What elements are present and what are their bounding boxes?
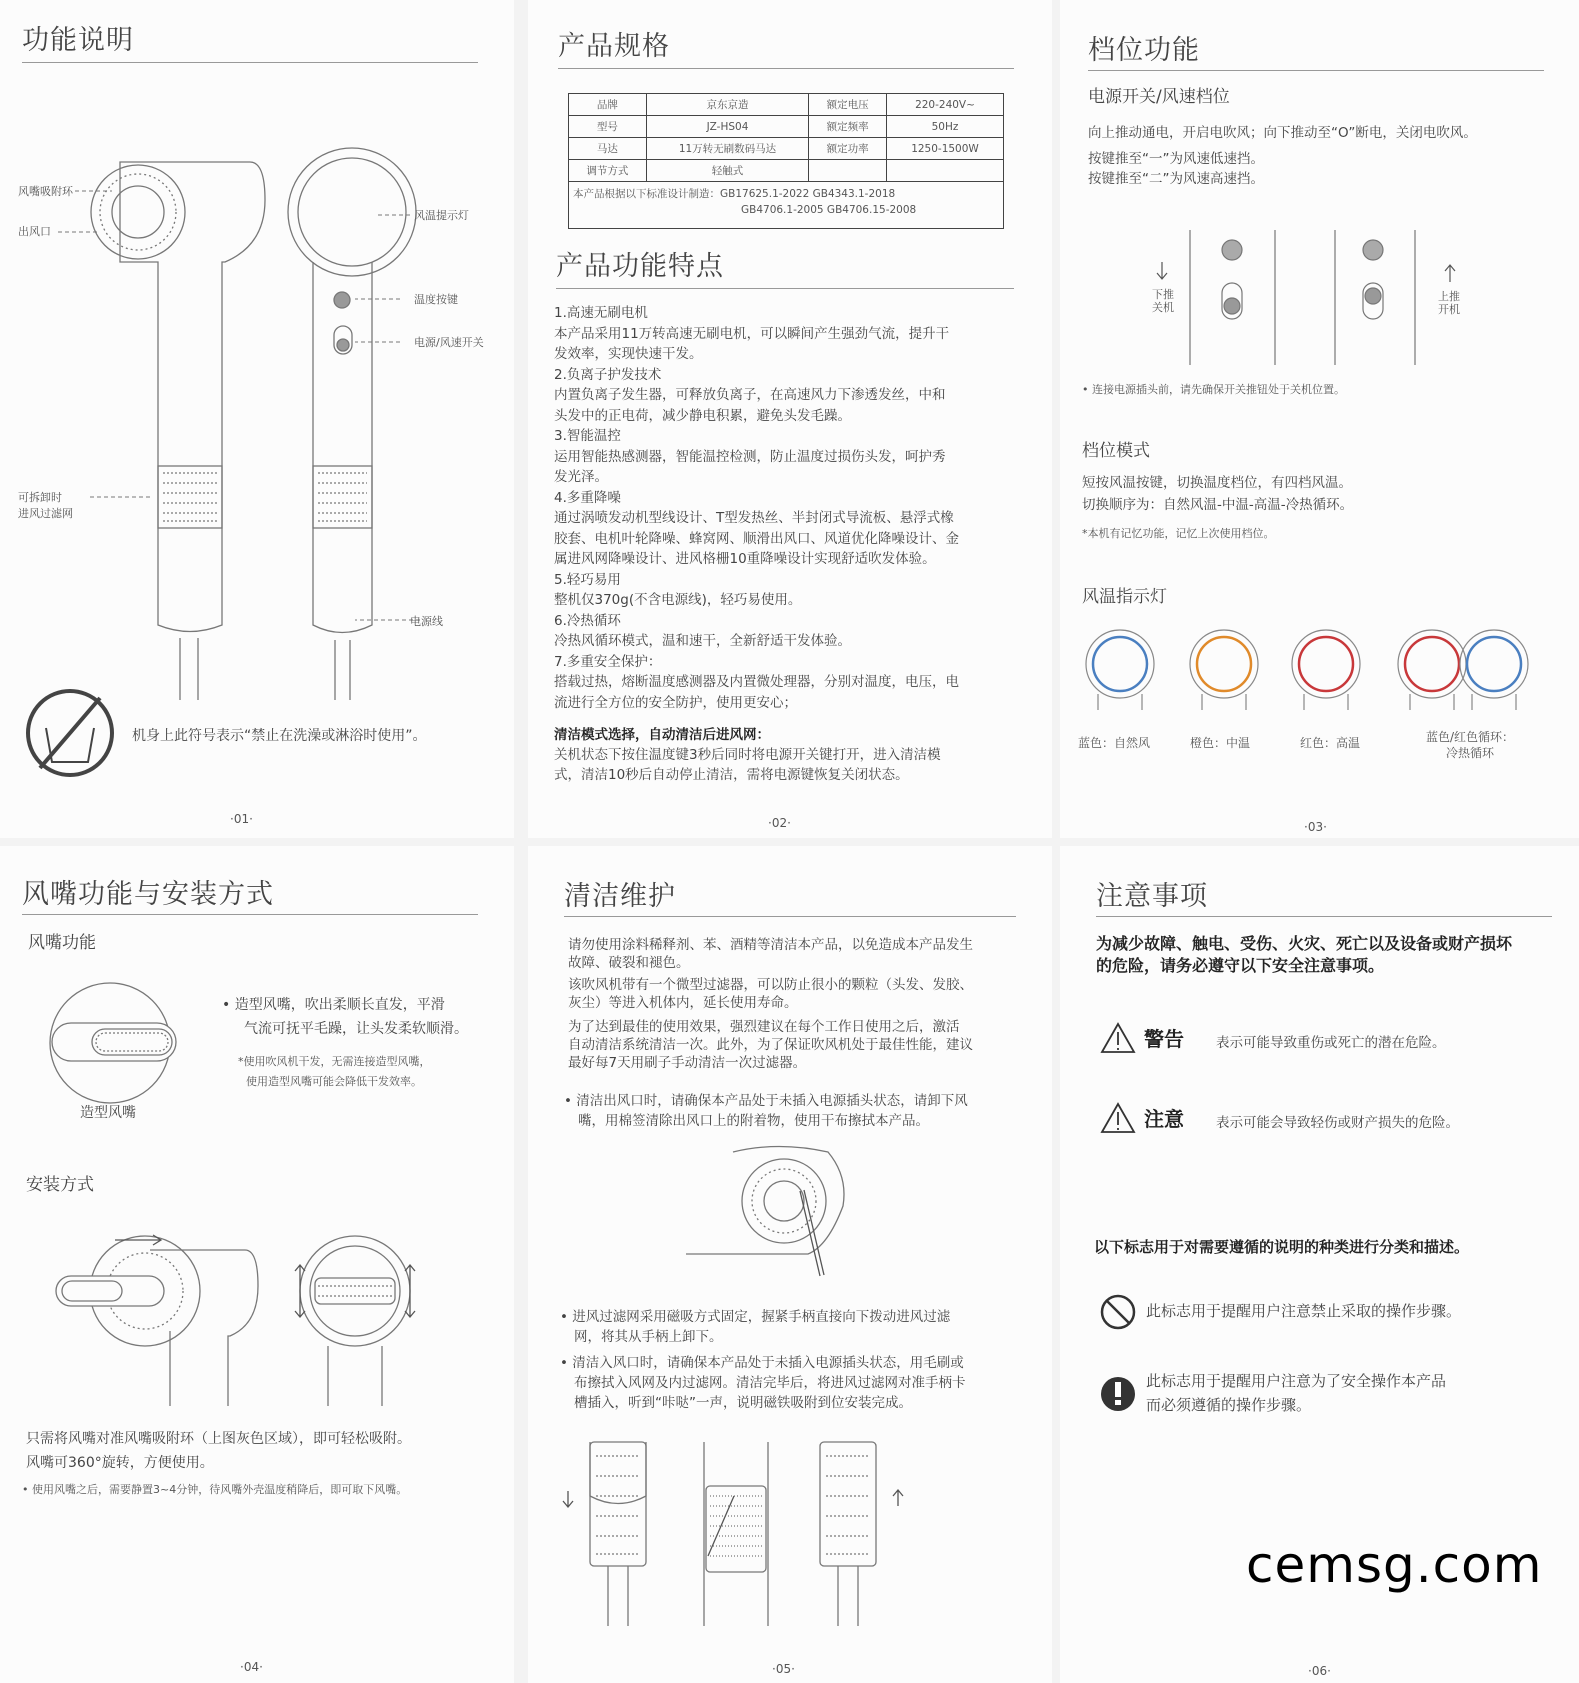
power-line-1: 向上推动通电，开启电吹风；向下推动至“O”断电，关闭电吹风。 <box>1088 125 1477 141</box>
install-heading: 安装方式 <box>26 1175 94 1195</box>
outlet-clean-1: • 清洁出风口时，请确保本产品处于未插入电源插头状态，请卸下风 <box>564 1093 968 1109</box>
prohibited-desc: 此标志用于提醒用户注意禁止采取的操作步骤。 <box>1146 1302 1462 1320</box>
nozzle-note-1: *使用吹风机干发，无需连接造型风嘴， <box>238 1055 431 1068</box>
feature-line: 7.多重安全保护： <box>554 653 662 670</box>
install-line-2: 风嘴可360°旋转，方便使用。 <box>26 1455 214 1471</box>
light-ring <box>1197 637 1251 691</box>
warning-label: 警告 <box>1144 1027 1184 1051</box>
mode-memory-note: *本机有记忆功能，记忆上次使用档位。 <box>1082 527 1275 540</box>
power-line-3: 按键推至“二”为风速高速挡。 <box>1088 171 1264 187</box>
feature-line: 6.冷热循环 <box>554 612 621 629</box>
label-temp-light: 风温提示灯 <box>414 209 469 222</box>
maint-line-7: 最好每7天用刷子手动清洁一次过滤器。 <box>568 1055 807 1071</box>
label-power-cord: 电源线 <box>410 615 443 628</box>
power-switch-heading: 电源开关/风速档位 <box>1088 87 1230 107</box>
page-number: ·01· <box>230 812 253 826</box>
light-ring <box>1467 637 1521 691</box>
install-note: • 使用风嘴之后，需要静置3~4分钟，待风嘴外壳温度稍降后，即可取下风嘴。 <box>22 1483 408 1496</box>
nozzle-heading: 风嘴功能 <box>28 933 96 953</box>
caution-desc: 表示可能会导致轻伤或财产损失的危险。 <box>1216 1115 1459 1131</box>
label-power-switch: 电源/风速开关 <box>414 336 484 349</box>
watermark: cemsg.com <box>1246 1536 1543 1594</box>
push-up-on: 上推 开机 <box>1438 290 1460 316</box>
label-filter: 进风过滤网 <box>18 507 73 520</box>
table-row: 型号 JZ-HS04 额定频率 50Hz <box>569 116 1004 138</box>
maint-line-6: 自动清洁系统清洁一次。此外，为了保证吹风机处于最佳性能，建议 <box>568 1037 973 1053</box>
ring-handle <box>1202 694 1246 710</box>
switch-note: • 连接电源插头前，请先确保开关推钮处于关机位置。 <box>1082 383 1345 396</box>
feature-line: 发光泽。 <box>554 469 608 485</box>
label-detachable: 可拆卸时 <box>18 491 62 504</box>
page-2 <box>528 0 1052 838</box>
nozzle-caption: 造型风嘴 <box>80 1105 136 1121</box>
feature-line: 胶套、电机叶轮降噪、蜂窝网、顺滑出风口、风道优化降噪设计、金 <box>554 530 959 547</box>
inlet-clean-2: 布擦拭入风网及内过滤网。清洁完毕后，将进风过滤网对准手柄卡 <box>574 1375 966 1391</box>
label-air-outlet: 出风口 <box>18 225 51 238</box>
feature-list <box>554 303 959 713</box>
feature-line: 属进风网降噪设计、进风格栅10重降噪设计实现舒适吹发体验。 <box>554 551 936 567</box>
outlet-clean-2: 嘴，用棉签清除出风口上的附着物，使用干布擦拭本产品。 <box>578 1113 929 1129</box>
maint-line-5: 为了达到最佳的使用效果，强烈建议在每个工作日使用之后，激活 <box>568 1019 960 1035</box>
feature-line: 发效率，实现快速干发。 <box>554 346 703 362</box>
switch-diagram <box>1060 0 1579 838</box>
mandatory-desc-2: 而必须遵循的操作步骤。 <box>1146 1396 1312 1414</box>
light-red: 红色：高温 <box>1300 736 1361 750</box>
light-orange: 橙色：中温 <box>1190 736 1251 750</box>
feature-line: 3.智能温控 <box>554 428 621 444</box>
feature-line: 整机仅370g(不含电源线)，轻巧易使用。 <box>554 592 802 608</box>
page-title: 注意事项 <box>1096 881 1208 912</box>
feature-line: 搭载过热，熔断温度感测器及内置微处理器，分别对温度，电压，电 <box>554 674 959 690</box>
clean-mode-title: 清洁模式选择，自动清洁后进风网： <box>554 727 770 743</box>
standards-line-1: 本产品根据以下标准设计制造：GB17625.1-2022 GB4343.1-2018 <box>573 188 896 200</box>
standards-line-2: GB4706.1-2005 GB4706.15-2008 <box>741 204 917 216</box>
title-rule <box>558 68 1014 69</box>
clean-mode-line-1: 关机状态下按住温度键3秒后同时将电源开关键打开，进入清洁模 <box>554 747 941 763</box>
inlet-clean-3: 槽插入，听到“咔哒”一声，说明磁铁吸附到位安装完成。 <box>574 1395 912 1411</box>
feature-line: 1.高速无刷电机 <box>554 305 648 321</box>
features-title: 产品功能特点 <box>556 251 724 282</box>
ring-handle <box>1098 694 1142 710</box>
bath-warning: 机身上此符号表示“禁止在洗澡或淋浴时使用”。 <box>132 728 427 744</box>
feature-line: 2.负离子护发技术 <box>554 366 662 383</box>
feature-line: 通过涡喷发动机型线设计、T型发热丝、半封闭式导流板、悬浮式橡 <box>554 510 954 526</box>
feature-line: 内置负离子发生器，可释放负离子，在高速风力下渗透发丝，中和 <box>554 387 946 403</box>
push-down-off: 下推 关机 <box>1152 288 1174 314</box>
maint-line-3: 该吹风机带有一个微型过滤器，可以防止很小的颗粒（头发、发胶、 <box>568 977 973 993</box>
page-4 <box>0 846 514 1683</box>
light-ring-outline <box>1460 630 1528 698</box>
light-ring-outline <box>1086 630 1154 698</box>
page-title: 清洁维护 <box>564 881 676 912</box>
page-title: 档位功能 <box>1088 35 1200 66</box>
nozzle-note-2: 使用造型风嘴可能会降低干发效率。 <box>246 1075 422 1088</box>
page-3 <box>1060 0 1579 838</box>
page-number: ·06· <box>1308 1664 1331 1678</box>
warning-desc: 表示可能导致重伤或死亡的潜在危险。 <box>1216 1035 1446 1051</box>
light-ring-outline <box>1190 630 1258 698</box>
page-number: ·03· <box>1304 820 1327 834</box>
caution-label: 注意 <box>1144 1107 1184 1131</box>
filter-remove-2: 网，将其从手柄上卸下。 <box>574 1329 723 1345</box>
safety-heading-2: 的危险，请务必遵守以下安全注意事项。 <box>1096 956 1385 975</box>
light-ring <box>1405 637 1459 691</box>
light-ring-outline <box>1292 630 1360 698</box>
light-cycle: 蓝色/红色循环： <box>1426 730 1515 744</box>
symbols-heading: 以下标志用于对需要遵循的说明的种类进行分类和描述。 <box>1094 1238 1470 1256</box>
maint-line-1: 请勿使用涂料稀释剂、苯、酒精等清洁本产品，以免造成本产品发生 <box>568 937 973 953</box>
feature-line: 5.轻巧易用 <box>554 571 621 588</box>
page-number: ·05· <box>772 1662 795 1676</box>
mode-heading: 档位模式 <box>1082 441 1150 461</box>
feature-line: 流进行全方位的安全防护，使用更安心； <box>554 694 797 711</box>
page-title: 产品规格 <box>558 31 670 62</box>
light-ring <box>1093 637 1147 691</box>
inlet-clean-1: • 清洁入风口时，请确保本产品处于未插入电源插头状态，用毛刷或 <box>560 1355 964 1371</box>
light-ring-outline <box>1398 630 1466 698</box>
label-temp-button: 温度按键 <box>414 293 458 306</box>
light-ring <box>1299 637 1353 691</box>
filter-remove-1: • 进风过滤网采用磁吸方式固定，握紧手柄直接向下拨动进风过滤 <box>560 1309 951 1325</box>
features-rule <box>556 288 1014 289</box>
page-title: 风嘴功能与安装方式 <box>22 879 274 910</box>
safety-heading-1: 为减少故障、触电、受伤、火灾、死亡以及设备或财产损坏 <box>1096 934 1513 953</box>
label-nozzle-ring: 风嘴吸附环 <box>18 185 73 198</box>
table-row: 调节方式 轻触式 <box>569 160 1004 182</box>
feature-line: 头发中的正电荷，减少静电积累，避免头发毛躁。 <box>554 407 851 424</box>
feature-line: 本产品采用11万转高速无刷电机，可以瞬间产生强劲气流，提升干 <box>554 325 950 342</box>
page-6 <box>1060 846 1579 1683</box>
feature-line: 运用智能热感测器，智能温控检测，防止温度过损伤头发，呵护秀 <box>554 448 946 465</box>
mode-line-2: 切换顺序为：自然风温-中温-高温-冷热循环。 <box>1082 497 1354 513</box>
spec-table <box>568 93 1004 229</box>
page-5 <box>528 846 1052 1683</box>
feature-line: 4.多重降噪 <box>554 489 621 506</box>
nozzle-desc-1: • 造型风嘴，吹出柔顺长直发，平滑 <box>222 997 445 1013</box>
maint-line-2: 故障、破裂和褪色。 <box>568 955 690 971</box>
page-title: 功能说明 <box>22 25 134 56</box>
nozzle-diagram <box>0 846 514 1683</box>
nozzle-desc-2: 气流可抚平毛躁，让头发柔软顺滑。 <box>244 1021 468 1037</box>
cleaning-diagram <box>528 846 1052 1683</box>
page-1 <box>0 0 514 838</box>
ring-handle <box>1472 694 1516 710</box>
page-number: ·04· <box>240 1660 263 1674</box>
clean-mode-line-2: 式，清洁10秒后自动停止清洁，需将电源键恢复关闭状态。 <box>554 767 909 783</box>
table-row <box>569 182 1004 229</box>
ring-handle <box>1304 694 1348 710</box>
mandatory-desc-1: 此标志用于提醒用户注意为了安全操作本产品 <box>1146 1372 1447 1390</box>
light-blue: 蓝色：自然风 <box>1078 736 1151 750</box>
install-line-1: 只需将风嘴对准风嘴吸附环（上图灰色区域），即可轻松吸附。 <box>26 1431 411 1447</box>
light-cycle-desc: 冷热循环 <box>1446 746 1495 760</box>
power-line-2: 按键推至“一”为风速低速挡。 <box>1088 151 1264 167</box>
maint-line-4: 灰尘）等进入机体内，延长使用寿命。 <box>568 995 798 1011</box>
table-row: 马达 11万转无刷数码马达 额定功率 1250-1500W <box>569 138 1004 160</box>
ring-handle <box>1410 694 1454 710</box>
temp-light-heading: 风温指示灯 <box>1082 587 1167 607</box>
hair-dryer-diagram <box>0 0 514 838</box>
page-number: ·02· <box>768 816 791 830</box>
table-row: 品牌 京东京造 额定电压 220-240V~ <box>569 94 1004 116</box>
feature-line: 冷热风循环模式，温和速干，全新舒适干发体验。 <box>554 633 851 649</box>
mode-line-1: 短按风温按键，切换温度档位，有四档风温。 <box>1082 475 1352 491</box>
